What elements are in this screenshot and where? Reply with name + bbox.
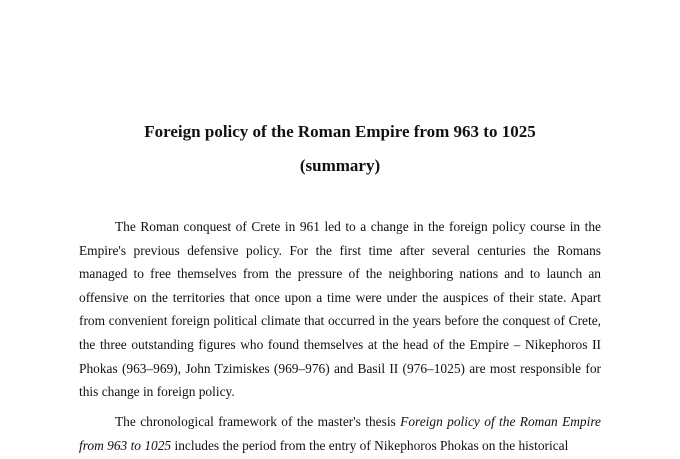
paragraph-2-thesis-title: Foreign policy of the Roman Empire from 963 to 1025 (79, 414, 602, 453)
paragraph-2 (79, 410, 601, 457)
paragraph-2-text-before: The chronological framework of the master's thesis (115, 414, 401, 429)
paragraph-2-text-after: includes the period from the entry of Nikephoros Phokas on the historical (171, 437, 569, 453)
paragraph-1: The Roman conquest of Crete in 961 led to a change in the foreign policy course in the Empire's previous defensive policy. For the first time after several centuries the Romans managed to free themselves from the pressure of the neighboring nations and to launch an offensive on the territories that once upon a time were under the auspices of their state. Apart from convenient foreign political climate that occurred in the years before the conquest of Crete, the three outstanding figures who found themselves at the head of the Empire – Nikephoros II Phokas (963–969), John Tzimiskes (969–976) and Basil II (976–1025) are most responsible for this change in foreign policy. (79, 219, 601, 400)
document-subtitle: (summary) (299, 156, 381, 175)
document-title: Foreign policy of the Roman Empire from 963 to 1025 (144, 122, 536, 141)
